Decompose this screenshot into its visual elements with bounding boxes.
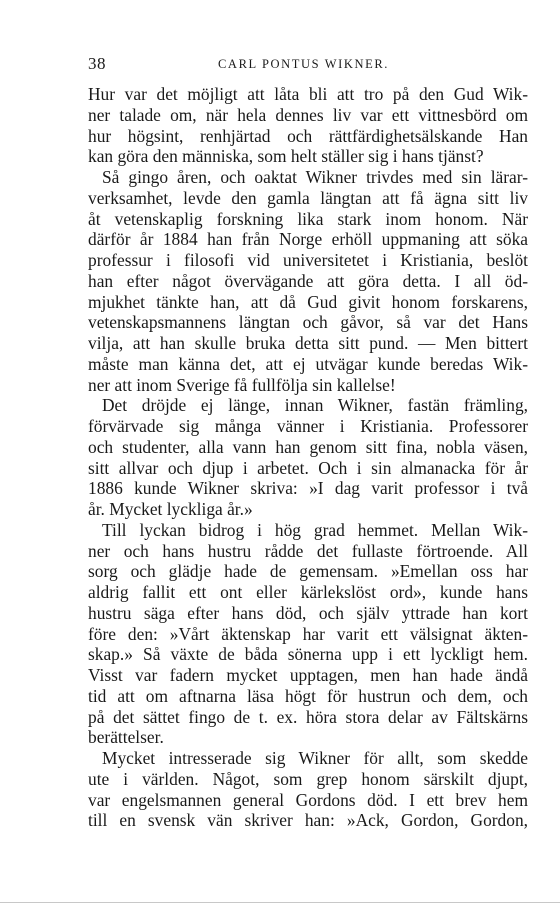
running-head: CARL PONTUS WIKNER. — [218, 57, 390, 71]
text-line: verksamhet, levde den gamla längtan att få ägna sitt liv — [88, 187, 528, 208]
text-line: ute i världen. Något, som grep honom särskilt djupt, — [88, 768, 528, 789]
page-edge-rule — [0, 902, 560, 903]
text-line: sitt allvar och djup i arbetet. Och i sin almanacka för år — [88, 457, 528, 478]
text-line: därför år 1884 han från Norge erhöll uppmaning att söka — [88, 229, 528, 250]
text-line: förvärvade sig många vänner i Kristiania. Professorer — [88, 416, 528, 436]
text-line: före den: »Vårt äktenskap har varit ett välsignat äkten- — [88, 623, 528, 644]
text-line: var engelsmannen general Gordons död. I ett brev hem — [88, 789, 528, 810]
text-line: sorg och glädje hade de gemensam. »Emellan oss har — [88, 561, 528, 582]
text-line: ner att inom Sverige få fullfölja sin kallelse! — [88, 374, 396, 395]
page-header — [88, 54, 526, 76]
text-line: år. Mycket lyckliga år.» — [88, 499, 253, 519]
text-line: Så gingo åren, och oaktat Wikner trivdes med sin lärar- — [102, 167, 528, 187]
text-line: professur i filosofi vid universitetet i Kristiania, beslöt — [88, 250, 528, 270]
text-line: skap.» Så växte de båda sönerna upp i ett lyckligt hem. — [88, 644, 528, 665]
text-line: vetenskapsmannens längtan och gåvor, så var det Hans — [88, 312, 528, 333]
text-line: han efter något övervägande att göra detta. I all öd- — [88, 270, 528, 291]
text-line: åt vetenskaplig forskning lika stark inom honom. När — [88, 208, 528, 229]
text-line: Det dröjde ej länge, innan Wikner, fastän främling, — [102, 395, 528, 416]
text-line: Mycket intresserade sig Wikner för allt, som skedde — [102, 748, 528, 768]
text-line: aldrig fallit ett ont eller kärlekslöst ord», kunde hans — [88, 582, 528, 602]
text-line: och studenter, alla vann han genom sitt fina, nobla väsen, — [88, 436, 528, 457]
body-text — [88, 84, 528, 831]
text-line: Hur var det möjligt att låta bli att tro på den Gud Wik- — [88, 84, 528, 104]
text-line: 1886 kunde Wikner skriva: »I dag varit professor i två — [88, 478, 528, 499]
text-line: berättelser. — [88, 727, 164, 748]
text-line: hur högsint, renhjärtad och rättfärdighetsälskande Han — [88, 125, 528, 146]
text-line: på det sättet fingo de t. ex. höra stora delar av Fältskärns — [88, 706, 528, 727]
text-line: ner talade om, när hela dennes liv var ett vittnesbörd om — [88, 104, 528, 125]
text-line: vilja, att han skulle bruka detta sitt pund. — Men bittert — [88, 333, 528, 353]
text-line: kan göra den människa, som helt ställer sig i hans tjänst? — [88, 146, 484, 167]
text-line: hustru säga efter hans död, och själv yttrade han kort — [88, 602, 528, 623]
text-line: mjukhet tänkte han, att då Gud givit honom forskarens, — [88, 291, 528, 312]
page-number: 38 — [88, 54, 106, 73]
text-line: till en svensk vän skriver han: »Ack, Gordon, Gordon, — [88, 810, 528, 831]
text-line: Visst var fadern mycket upptagen, men han hade ändå — [88, 665, 528, 685]
text-line: ner och hans hustru rådde det fullaste förtroende. All — [88, 540, 528, 561]
text-line: måste man känna det, att ej utvägar kunde beredas Wik- — [88, 353, 528, 374]
text-line: tid att om aftnarna läsa högt för hustrun och dem, och — [88, 685, 528, 706]
text-line: Till lyckan bidrog i hög grad hemmet. Mellan Wik- — [102, 519, 528, 540]
